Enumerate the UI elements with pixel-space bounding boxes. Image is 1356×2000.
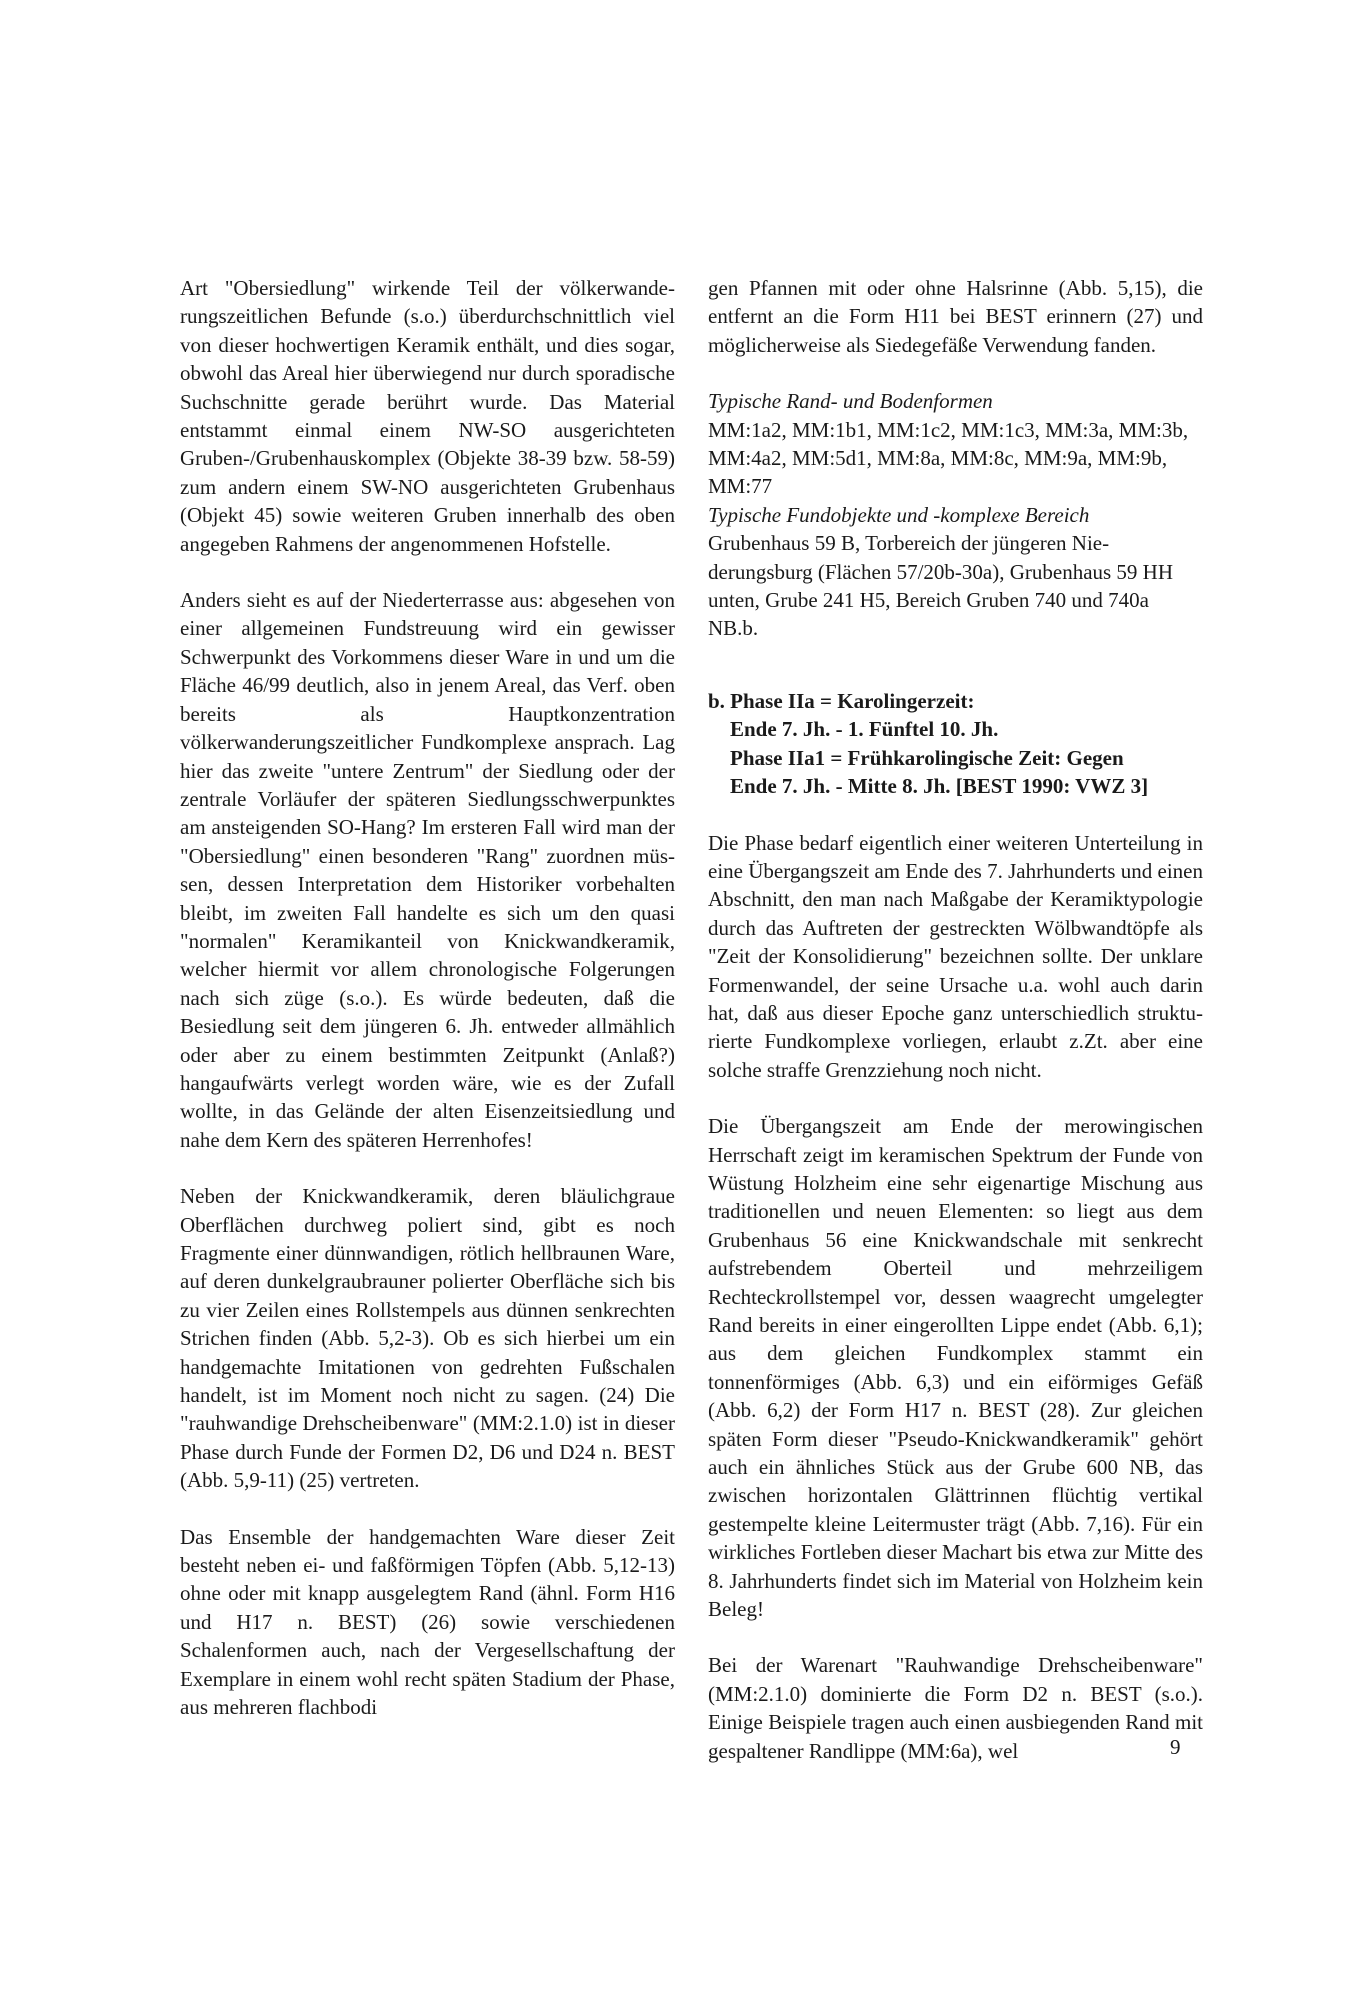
fundobjekte-heading: Typische Fundobjekte und -komplexe Bereich bbox=[708, 502, 1090, 527]
paragraph-niederterrasse: Anders sieht es auf der Niederterrasse aus: abgesehen von einer allgemeinen Fundstreuung wird ein gewisser Schwerpunkt des Vorkommens dieser Ware in und um die Fläche 46/99 deutlich, also in jenem Areal, das Verf. oben bereits als Hauptkonzentration völkerwanderungszeitlicher Fundkomplexe ansprach. Lag hier das zweite "untere Zentrum" der Siedlung oder der zentrale Vorläufer der späteren Siedlungsschwerpunktes am ansteigenden SO-Hang? Im ersteren Fall wird man der "Obersiedlung" einen besonderen "Rang" zuordnen müssen, dessen Interpretation dem Historiker vorbehalten bleibt, im zweiten Fall handelte es sich um den quasi "normalen" Keramikanteil von Knickwandkeramik, welcher hiermit vor allem chronologische Folgerungen nach sich züge (s.o.). Es würde bedeuten, daß die Besiedlung seit dem jüngeren 6. Jh. entweder allmählich oder aber zu einem bestimmten Zeitpunkt (Anlaß?) hangaufwärts verlegt worden wäre, wie es der Zufall wollte, in das Gelände der alten Eisenzeitsiedlung und nahe dem Kern des späteren Herrenhofes! bbox=[180, 588, 675, 1152]
phase-heading-line-1: b. Phase IIa = Karolingerzeit: bbox=[708, 688, 975, 713]
typische-formen-block bbox=[708, 387, 1203, 643]
paragraph-rauhwandige-ware: Bei der Warenart "Rauhwandige Drehscheibenware" (MM:2.1.0) dominierte die Form D2 n. BEST (s.o.). Einige Beispiele tragen auch einen ausbiegenden Rand mit gespaltener Randlippe (MM:6a), wel bbox=[708, 1653, 1203, 1763]
rand-bodenformen-heading: Typische Rand- und Bodenformen bbox=[708, 389, 993, 414]
paragraph-pfannen: gen Pfannen mit oder ohne Halsrinne (Abb. 5,15), die entfernt an die Form H11 bei BEST erinnern (27) und möglicherweise als Siedegefäße Verwendung fanden. bbox=[708, 276, 1203, 357]
phase-heading bbox=[708, 687, 1203, 801]
page-number: 9 bbox=[1170, 1735, 1181, 1759]
paragraph-uebergangszeit: Die Übergangszeit am Ende der merowingischen Herrschaft zeigt im keramischen Spektrum der Funde von Wüstung Holzheim eine sehr eigenartige Mischung aus traditionellen und neuen Elementen: so liegt aus dem Grubenhaus 56 eine Knickwandschale mit senkrecht aufstrebendem Oberteil und mehrzeiligem Rechteckrollstempel vor, dessen waagrecht umgelegter Rand bereits in einer eingerollten Lippe endet (Abb. 6,1); aus dem gleichen Fundkomplex stammt ein tonnenförmiges (Abb. 6,3) und ein eiförmiges Gefäß (Abb. 6,2) der Form H17 n. BEST (28). Zur gleichen späten Form dieser "Pseudo-Knickwandkeramik" gehört auch ein ähnliches Stück aus der Grube 600 NB, das zwischen horizontalen Glättrinnen flüchtig vertikal gestempelte kleine Leitermuster trägt (Abb. 7,16). Für ein wirkliches Fortleben dieser Machart bis etwa zur Mitte des 8. Jahrhunderts findet sich im Material von Holzheim kein Beleg! bbox=[708, 1114, 1203, 1622]
paragraph-knickwandkeramik: Neben der Knickwandkeramik, deren bläulichgraue Oberflächen durchweg poliert sind, gibt es noch Fragmente einer dünnwandigen, rötlich hellbraunen Ware, auf deren dunkelgraubrauner polierter Oberfläche sich bis zu vier Zeilen eines Rollstempels aus dünnen senkrechten Strichen finden (Abb. 5,2-3). Ob es sich hierbei um ein handgemachte Imitationen von gedrehten Fußschalen handelt, ist im Moment noch nicht zu sagen. (24) Die "rauhwandige Drehscheibenware" (MM:2.1.0) ist in dieser Phase durch Funde der Formen D2, D6 und D24 n. BEST (Abb. 5,9-11) (25) vertreten. bbox=[180, 1184, 675, 1493]
paragraph-obersiedlung: Art "Obersiedlung" wirkende Teil der völkerwanderungszeitlichen Befunde (s.o.) überdurchschnittlich viel von dieser hochwertigen Keramik enthält, und dies sogar, obwohl das Areal hier überwiegend nur durch sporadische Suchschnitte gerade berührt wurde. Das Material entstammt einmal einem NW-SO ausgerichteten Gruben-/Grubenhauskomplex (Objekte 38-39 bzw. 58-59) zum andern einem SW-NO ausgerichteten Grubenhaus (Objekt 45) sowie weiteren Gruben innerhalb des oben angegeben Rahmens der angenommenen Hofstelle. bbox=[180, 276, 675, 556]
paragraph-phase-unterteilung: Die Phase bedarf eigentlich einer weiteren Unterteilung in eine Übergangszeit am Ende des 7. Jahrhunderts und einen Abschnitt, den man nach Maßgabe der Keramiktypologie durch das Auftreten der gestreckten Wölbwandtöpfe als "Zeit der Konsolidierung" bezeichnen sollte. Der unklare Formenwandel, der seine Ursache u.a. wohl auch darin hat, daß aus dieser Epoche ganz unterschiedlich strukturierte Fundkomplexe vorliegen, erlaubt z.Zt. aber eine solche straffe Grenzziehung noch nicht. bbox=[708, 830, 1203, 1082]
phase-heading-line-3: Phase IIa1 = Frühkarolingische Zeit: Gegen bbox=[730, 745, 1124, 770]
phase-heading-line-2: Ende 7. Jh. - 1. Fünftel 10. Jh. bbox=[730, 717, 999, 742]
paragraph-handgemachte-ware: Das Ensemble der handgemachten Ware dieser Zeit besteht neben ei- und faßförmigen Töpfen (Abb. 5,12-13) ohne oder mit knapp ausgelegtem Rand (ähnl. Form H16 und H17 n. BEST) (26) sowie verschiedenen Schalenformen auch, nach der Vergesellschaftung der Exemplare in einem wohl recht späten Stadium der Phase, aus mehreren flachbodi bbox=[180, 1524, 675, 1720]
left-column bbox=[180, 274, 675, 1750]
phase-heading-line-4: Ende 7. Jh. - Mitte 8. Jh. [BEST 1990: VWZ 3] bbox=[730, 774, 1149, 799]
rand-bodenformen-list: MM:1a2, MM:1b1, MM:1c2, MM:1c3, MM:3a, MM:3b, MM:4a2, MM:5d1, MM:8a, MM:8c, MM:9a, MM:9b, MM:77 bbox=[708, 417, 1189, 499]
fundobjekte-list: Grubenhaus 59 B, Torbereich der jüngeren Niederungsburg (Flächen 57/20b-30a), Grubenhaus 59 HH unten, Grube 241 H5, Bereich Gruben 740 und 740a NB.b. bbox=[708, 531, 1174, 641]
right-column bbox=[708, 274, 1203, 1793]
